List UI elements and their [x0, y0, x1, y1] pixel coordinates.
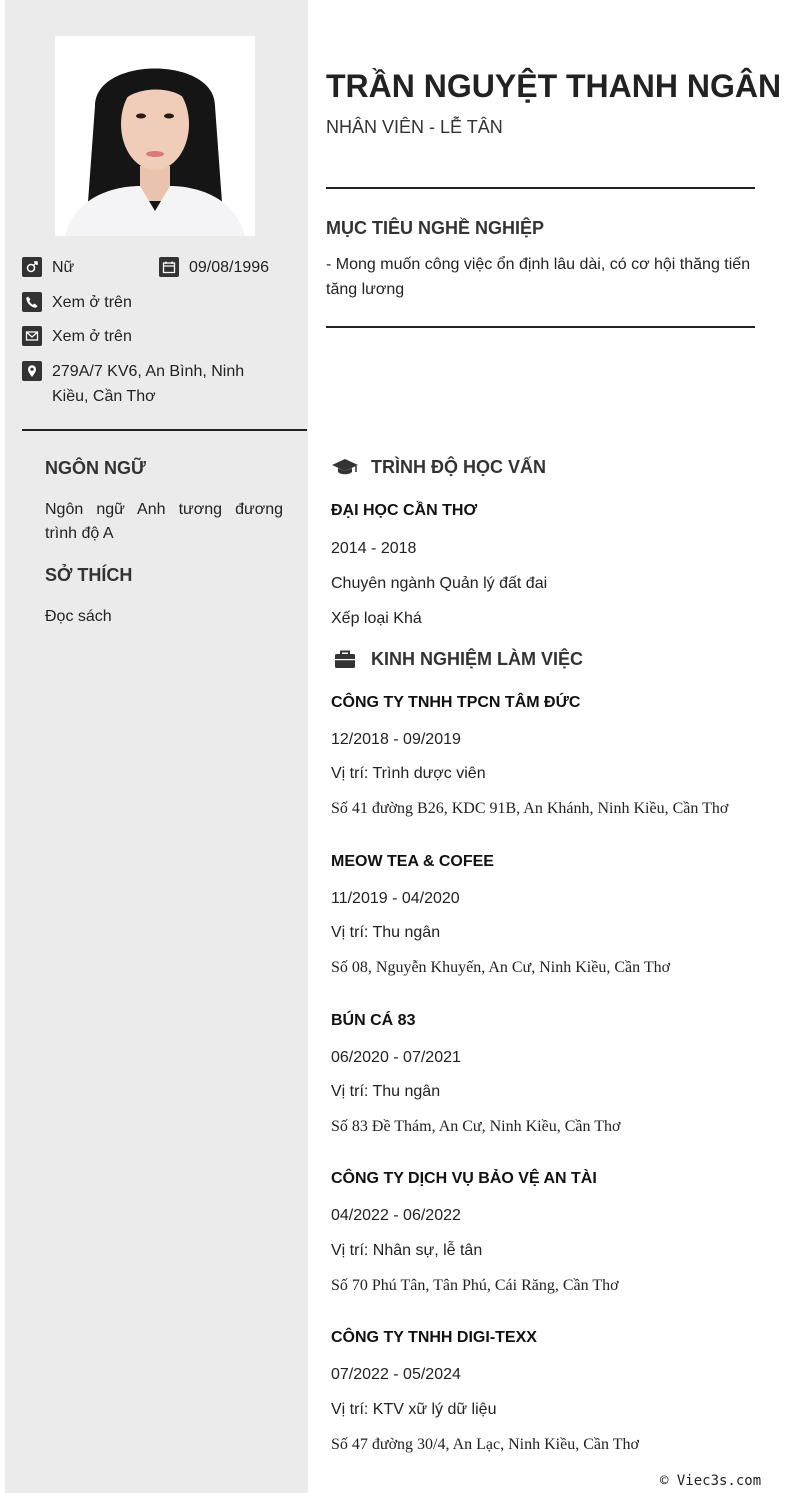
- phone-text: Xem ở trên: [52, 294, 132, 311]
- job-address: Số 47 đường 30/4, An Lạc, Ninh Kiều, Cần Thơ: [331, 1436, 639, 1453]
- experience-heading-row: [331, 648, 583, 670]
- birthday-row: [159, 255, 269, 280]
- objective-text: - Mong muốn công việc ổn định lâu dài, có cơ hội thăng tiến tăng lương: [326, 256, 751, 298]
- education-heading: TRÌNH ĐỘ HỌC VẤN: [371, 456, 546, 477]
- email-row: [22, 324, 132, 349]
- languages-heading: NGÔN NGỮ: [45, 458, 146, 478]
- job-company: CÔNG TY TNHH TPCN TÂM ĐỨC: [331, 694, 581, 711]
- job-company: MEOW TEA & COFEE: [331, 853, 494, 870]
- hobbies-heading: SỞ THÍCH: [45, 565, 133, 585]
- candidate-name: TRẦN NGUYỆT THANH NGÂN: [326, 68, 782, 104]
- gender-text: Nữ: [52, 259, 75, 276]
- job-period: 06/2020 - 07/2021: [331, 1049, 461, 1066]
- education-heading-row: [331, 456, 546, 478]
- job-position: Vị trí: KTV xữ lý dữ liệu: [331, 1401, 497, 1418]
- job-company: CÔNG TY DỊCH VỤ BẢO VỆ AN TÀI: [331, 1170, 597, 1187]
- objective-divider: [326, 326, 755, 328]
- objective-heading: MỤC TIÊU NGHỀ NGHIỆP: [326, 218, 545, 238]
- address-row: [22, 359, 282, 409]
- phone-icon: [22, 292, 42, 312]
- email-icon: [22, 326, 42, 346]
- gender-icon: [22, 257, 42, 277]
- job-address: Số 08, Nguyễn Khuyến, An Cư, Ninh Kiều, Cần Thơ: [331, 959, 671, 976]
- experience-heading: KINH NGHIỆM LÀM VIỆC: [371, 648, 584, 669]
- header-divider: [326, 187, 755, 189]
- job-period: 04/2022 - 06/2022: [331, 1207, 461, 1224]
- gender-row: [22, 255, 74, 280]
- education-school: ĐẠI HỌC CẦN THƠ: [331, 502, 478, 519]
- phone-row: [22, 290, 132, 315]
- job-position: Vị trí: Trình dược viên: [331, 765, 486, 782]
- job-address: Số 41 đường B26, KDC 91B, An Khánh, Ninh Kiều, Cần Thơ: [331, 800, 729, 817]
- profile-photo: [55, 36, 255, 236]
- footer-watermark: © Viec3s.com: [660, 1473, 762, 1489]
- calendar-icon: [159, 257, 179, 277]
- job-title: NHÂN VIÊN - LỄ TÂN: [326, 117, 503, 137]
- job-company: BÚN CÁ 83: [331, 1012, 416, 1029]
- job-position: Vị trí: Thu ngân: [331, 1083, 441, 1100]
- job-period: 07/2022 - 05/2024: [331, 1366, 461, 1383]
- email-text: Xem ở trên: [52, 328, 132, 345]
- address-text: 279A/7 KV6, An Bình, Ninh Kiều, Cần Thơ: [52, 363, 245, 405]
- job-company: CÔNG TY TNHH DIGI-TEXX: [331, 1329, 537, 1346]
- job-period: 12/2018 - 09/2019: [331, 731, 461, 748]
- education-period: 2014 - 2018: [331, 540, 417, 557]
- languages-text: Ngôn ngữ Anh tương đương trình độ A: [45, 501, 283, 542]
- job-address: Số 83 Đề Thám, An Cư, Ninh Kiều, Cần Thơ: [331, 1118, 621, 1135]
- briefcase-icon: [331, 648, 359, 670]
- job-position: Vị trí: Nhân sự, lễ tân: [331, 1242, 483, 1259]
- location-pin-icon: [22, 361, 42, 381]
- graduation-cap-icon: [331, 456, 359, 478]
- sidebar-divider: [22, 429, 307, 431]
- job-address: Số 70 Phú Tân, Tân Phú, Cái Răng, Cần Thơ: [331, 1277, 619, 1294]
- education-major: Chuyên ngành Quản lý đất đai: [331, 575, 548, 592]
- education-grade: Xếp loại Khá: [331, 610, 422, 627]
- job-period: 11/2019 - 04/2020: [331, 890, 460, 907]
- hobbies-text: Đọc sách: [45, 608, 112, 625]
- job-position: Vị trí: Thu ngân: [331, 924, 441, 941]
- birthday-text: 09/08/1996: [189, 259, 270, 276]
